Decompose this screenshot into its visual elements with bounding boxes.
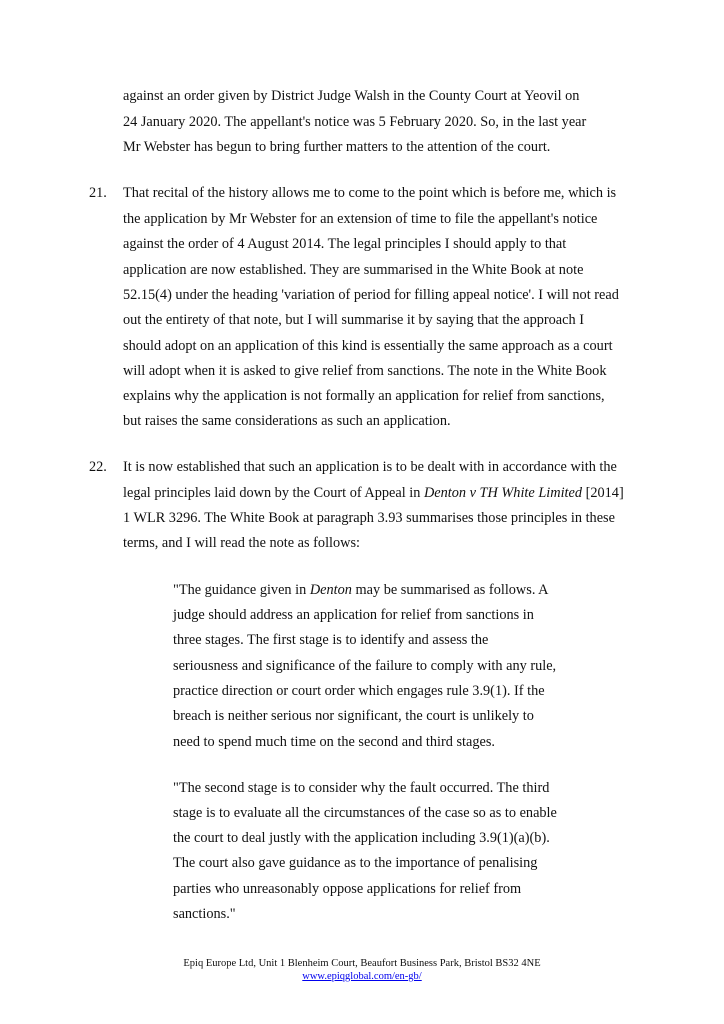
footer-website-link[interactable]: www.epiqglobal.com/en-gb/ [302,971,422,982]
quote2-line-2: stage is to evaluate all the circumstances of the case so as to enable [173,805,557,821]
para21-line-5: 52.15(4) under the heading 'variation of period for filling appeal notice'. I will not read [123,287,619,303]
para22-line-3: 1 WLR 3296. The White Book at paragraph 3.93 summarises those principles in these [123,510,615,526]
case-name-denton: Denton v TH White Limited [423,485,583,501]
para21-line-8: will adopt when it is asked to give relief from sanctions. The note in the White Book [123,363,607,379]
quote2-line-3: the court to deal justly with the application including 3.9(1)(a)(b). [173,830,550,846]
para22-line-4: terms, and I will read the note as follows: [123,535,361,551]
para21-line-9: explains why the application is not formally an application for relief from sanctions, [123,388,605,404]
quote2-line-5: parties who unreasonably oppose applications for relief from [173,881,522,897]
quote1-line-7: need to spend much time on the second and third stages. [173,734,496,750]
para22-line-1: It is now established that such an application is to be dealt with in accordance with the [123,459,617,475]
quote1-line-2: judge should address an application for relief from sanctions in [173,607,534,623]
para21-line-1: That recital of the history allows me to come to the point which is before me, which is [123,185,617,201]
para21-line-2: the application by Mr Webster for an extension of time to file the appellant's notice [123,211,598,227]
intro-line-2: 24 January 2020. The appellant's notice was 5 February 2020. So, in the last year [123,114,587,130]
footer-address: Epiq Europe Ltd, Unit 1 Blenheim Court, Beaufort Business Park, Bristol BS32 4NE [183,958,541,969]
quote2-line-1: "The second stage is to consider why the fault occurred. The third [173,780,550,796]
paragraph-number-21: 21. [89,185,107,201]
para21-line-6: out the entirety of that note, but I will summarise it by saying that the approach I [123,312,584,328]
para21-line-10: but raises the same considerations as such an application. [123,413,451,429]
quote2-line-6: sanctions." [173,906,236,922]
quote1-line-3: three stages. The first stage is to identify and assess the [173,632,489,648]
footer-link-row [0,970,724,983]
case-citation-year: [2014] [582,485,624,501]
quote1-line-1-text: "The guidance given in [173,582,310,598]
para21-line-4: application are now established. They are summarised in the White Book at note [123,262,584,278]
quote2-line-4: The court also gave guidance as to the importance of penalising [173,855,538,871]
para22-line-2-text: legal principles laid down by the Court of Appeal in [123,485,424,501]
intro-line-3: Mr Webster has begun to bring further matters to the attention of the court. [123,139,551,155]
quote1-line-1-rest: may be summarised as follows. A [351,582,549,598]
intro-line-1: against an order given by District Judge Walsh in the County Court at Yeovil on [123,88,580,104]
para21-line-3: against the order of 4 August 2014. The legal principles I should apply to that [123,236,567,252]
quote1-line-5: practice direction or court order which engages rule 3.9(1). If the [173,683,545,699]
para21-line-7: should adopt on an application of this kind is essentially the same approach as a court [123,338,613,354]
quote1-line-1 [173,582,549,599]
quote-case-name-denton: Denton [309,582,352,598]
quote1-line-6: breach is neither serious nor significant, the court is unlikely to [173,708,534,724]
para22-line-2 [123,485,624,502]
paragraph-number-22: 22. [89,459,107,475]
quote1-line-4: seriousness and significance of the failure to comply with any rule, [173,658,557,674]
